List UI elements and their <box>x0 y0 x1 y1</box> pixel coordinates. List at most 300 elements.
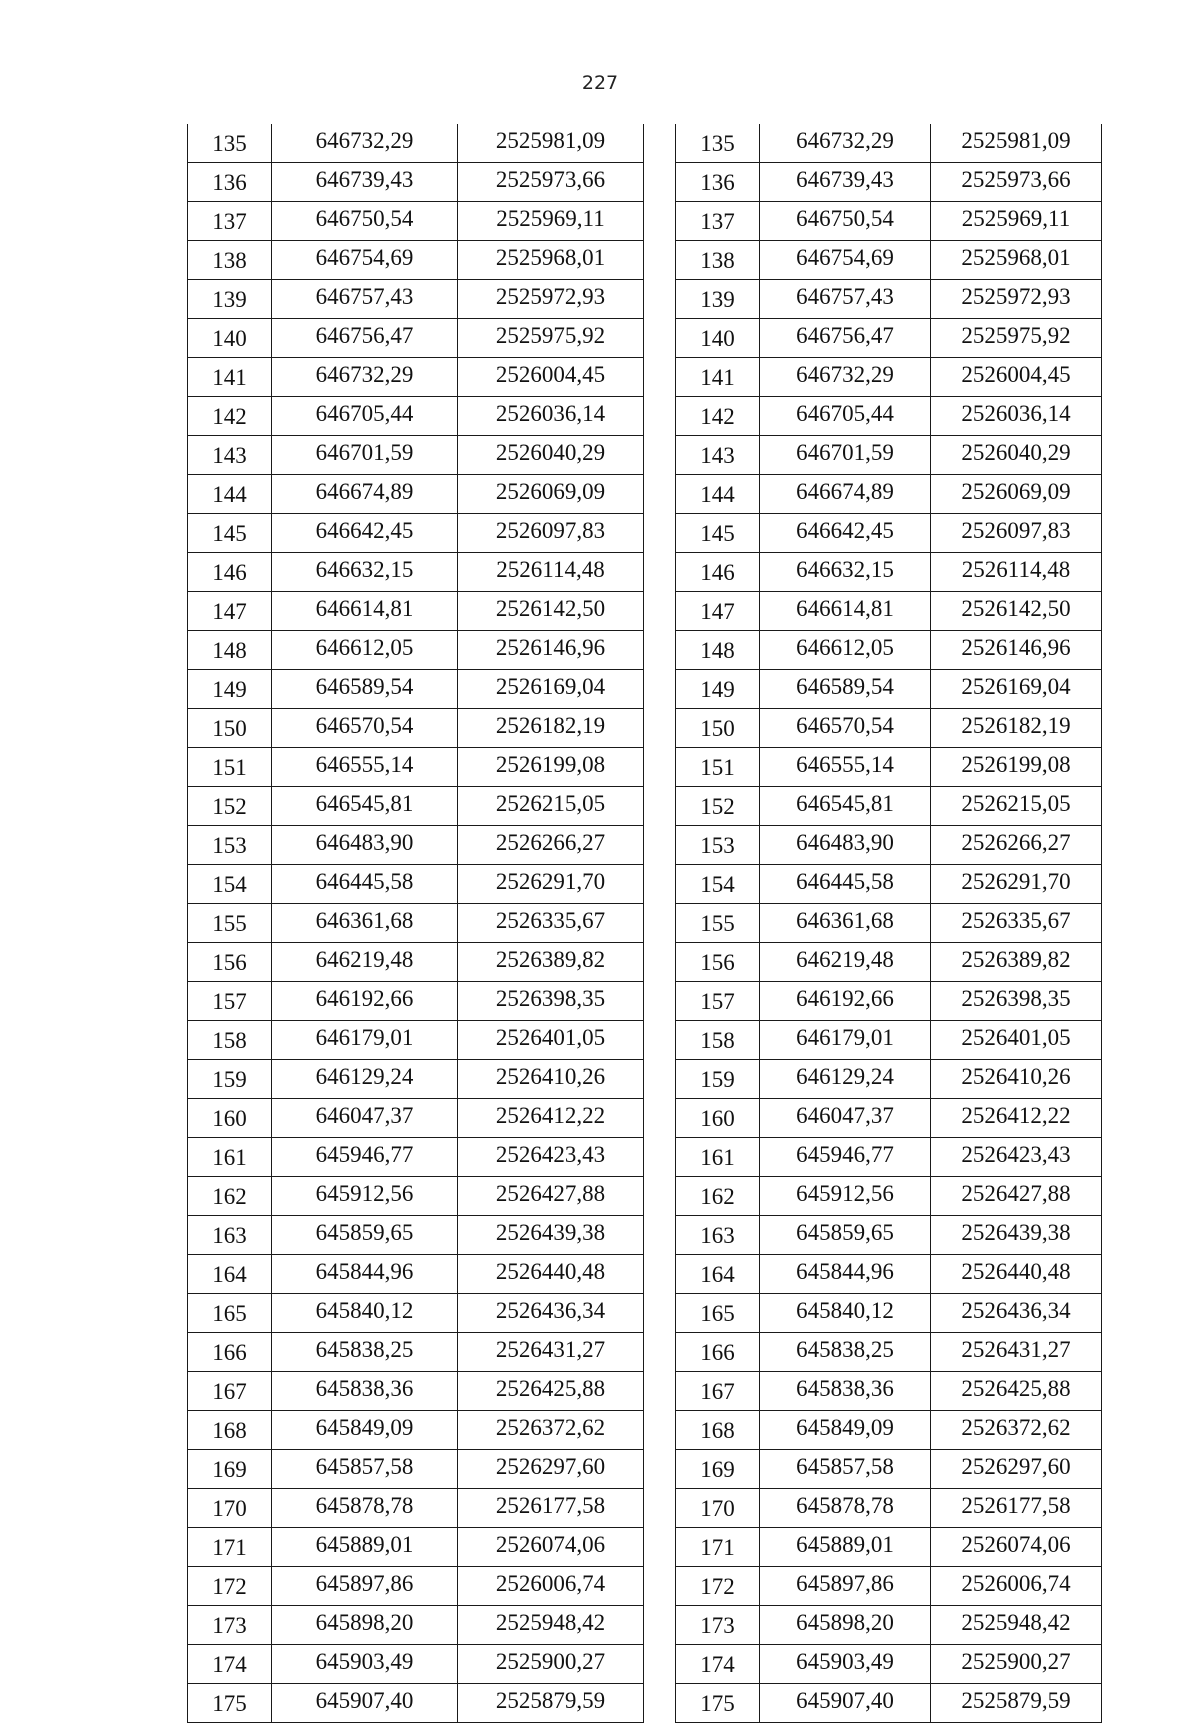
point-number-text: 169 <box>700 1457 735 1482</box>
x-coordinate-cell: 646732,29 <box>760 358 931 397</box>
point-number-text: 155 <box>700 911 735 936</box>
y-coordinate-cell: 2526389,82 <box>931 943 1102 982</box>
x-coordinate-cell: 646732,29 <box>272 358 458 397</box>
x-coordinate-cell: 646705,44 <box>760 397 931 436</box>
table-row <box>676 397 1102 436</box>
y-coordinate-cell: 2526199,08 <box>931 748 1102 787</box>
table-row <box>676 280 1102 319</box>
point-number-cell <box>188 592 272 631</box>
table-row <box>188 1099 644 1138</box>
point-number-text: 149 <box>212 677 247 702</box>
y-coordinate-cell: 2526401,05 <box>458 1021 644 1060</box>
y-coordinate-cell: 2526291,70 <box>931 865 1102 904</box>
table-row <box>188 1606 644 1645</box>
point-number-cell <box>188 865 272 904</box>
x-coordinate-cell: 646614,81 <box>760 592 931 631</box>
x-coordinate-cell: 645849,09 <box>272 1411 458 1450</box>
y-coordinate-cell: 2526036,14 <box>458 397 644 436</box>
page-number: 227 <box>581 72 619 94</box>
y-coordinate-cell: 2526266,27 <box>458 826 644 865</box>
y-coordinate-cell: 2525900,27 <box>931 1645 1102 1684</box>
point-number-cell <box>676 1099 760 1138</box>
point-number-cell <box>188 1450 272 1489</box>
point-number-cell <box>188 514 272 553</box>
table-row <box>676 1567 1102 1606</box>
x-coordinate-cell: 646732,29 <box>272 124 458 163</box>
y-coordinate-cell: 2526006,74 <box>931 1567 1102 1606</box>
x-coordinate-cell: 646701,59 <box>760 436 931 475</box>
table-row <box>188 631 644 670</box>
y-coordinate-cell: 2526142,50 <box>458 592 644 631</box>
table-row <box>188 1489 644 1528</box>
y-coordinate-cell: 2526215,05 <box>931 787 1102 826</box>
table-row <box>676 241 1102 280</box>
y-coordinate-cell: 2525973,66 <box>458 163 644 202</box>
table-row <box>676 1450 1102 1489</box>
x-coordinate-cell: 645889,01 <box>760 1528 931 1567</box>
y-coordinate-cell: 2525968,01 <box>931 241 1102 280</box>
table-row <box>676 1216 1102 1255</box>
table-row <box>188 1450 644 1489</box>
point-number-cell <box>676 514 760 553</box>
table-row <box>188 475 644 514</box>
y-coordinate-cell: 2526427,88 <box>931 1177 1102 1216</box>
point-number-cell <box>188 1294 272 1333</box>
point-number-text: 157 <box>212 989 247 1014</box>
point-number-text: 158 <box>700 1028 735 1053</box>
table-row <box>188 787 644 826</box>
point-number-cell <box>188 241 272 280</box>
coordinate-table-body <box>676 124 1102 1723</box>
point-number-text: 150 <box>212 716 247 741</box>
point-number-text: 159 <box>700 1067 735 1092</box>
table-row <box>676 592 1102 631</box>
point-number-cell <box>676 319 760 358</box>
x-coordinate-cell: 645840,12 <box>272 1294 458 1333</box>
point-number-text: 136 <box>212 170 247 195</box>
x-coordinate-cell: 646445,58 <box>272 865 458 904</box>
point-number-text: 158 <box>212 1028 247 1053</box>
point-number-text: 165 <box>212 1301 247 1326</box>
point-number-cell <box>676 397 760 436</box>
table-row <box>676 1177 1102 1216</box>
y-coordinate-cell: 2526425,88 <box>458 1372 644 1411</box>
point-number-text: 140 <box>700 326 735 351</box>
point-number-cell <box>188 202 272 241</box>
x-coordinate-cell: 646612,05 <box>760 631 931 670</box>
table-row <box>188 1372 644 1411</box>
y-coordinate-cell: 2526146,96 <box>458 631 644 670</box>
point-number-cell <box>188 982 272 1021</box>
table-row <box>676 826 1102 865</box>
y-coordinate-cell: 2526182,19 <box>931 709 1102 748</box>
point-number-text: 171 <box>212 1535 247 1560</box>
table-row <box>676 319 1102 358</box>
point-number-text: 136 <box>700 170 735 195</box>
point-number-cell <box>676 904 760 943</box>
point-number-cell <box>676 202 760 241</box>
y-coordinate-cell: 2526182,19 <box>458 709 644 748</box>
point-number-cell <box>188 124 272 163</box>
point-number-cell <box>676 670 760 709</box>
point-number-cell <box>676 1333 760 1372</box>
x-coordinate-cell: 645838,36 <box>272 1372 458 1411</box>
x-coordinate-cell: 645898,20 <box>760 1606 931 1645</box>
y-coordinate-cell: 2526266,27 <box>931 826 1102 865</box>
table-row <box>676 982 1102 1021</box>
point-number-text: 163 <box>212 1223 247 1248</box>
table-row <box>188 241 644 280</box>
point-number-cell <box>188 709 272 748</box>
point-number-text: 162 <box>700 1184 735 1209</box>
point-number-text: 141 <box>700 365 735 390</box>
y-coordinate-cell: 2526389,82 <box>458 943 644 982</box>
point-number-text: 170 <box>700 1496 735 1521</box>
point-number-text: 167 <box>212 1379 247 1404</box>
point-number-cell <box>188 1099 272 1138</box>
x-coordinate-cell: 646756,47 <box>272 319 458 358</box>
y-coordinate-cell: 2525948,42 <box>458 1606 644 1645</box>
y-coordinate-cell: 2526412,22 <box>458 1099 644 1138</box>
table-row <box>676 943 1102 982</box>
x-coordinate-cell: 646589,54 <box>760 670 931 709</box>
point-number-text: 140 <box>212 326 247 351</box>
y-coordinate-cell: 2526401,05 <box>931 1021 1102 1060</box>
point-number-cell <box>188 943 272 982</box>
y-coordinate-cell: 2526215,05 <box>458 787 644 826</box>
point-number-text: 174 <box>700 1652 735 1677</box>
y-coordinate-cell: 2526297,60 <box>458 1450 644 1489</box>
point-number-cell <box>676 1060 760 1099</box>
y-coordinate-cell: 2525900,27 <box>458 1645 644 1684</box>
point-number-cell <box>188 319 272 358</box>
table-row <box>188 1255 644 1294</box>
table-row <box>188 436 644 475</box>
table-row <box>188 1411 644 1450</box>
table-row <box>188 943 644 982</box>
x-coordinate-cell: 645897,86 <box>760 1567 931 1606</box>
x-coordinate-cell: 646192,66 <box>272 982 458 1021</box>
x-coordinate-cell: 646219,48 <box>760 943 931 982</box>
x-coordinate-cell: 646179,01 <box>272 1021 458 1060</box>
y-coordinate-cell: 2525969,11 <box>458 202 644 241</box>
point-number-cell <box>188 1684 272 1723</box>
point-number-cell <box>188 280 272 319</box>
y-coordinate-cell: 2525981,09 <box>458 124 644 163</box>
y-coordinate-cell: 2526074,06 <box>931 1528 1102 1567</box>
table-row <box>676 1645 1102 1684</box>
table-row <box>188 1138 644 1177</box>
point-number-cell <box>188 358 272 397</box>
point-number-text: 166 <box>700 1340 735 1365</box>
point-number-text: 161 <box>700 1145 735 1170</box>
point-number-cell <box>676 592 760 631</box>
x-coordinate-cell: 646445,58 <box>760 865 931 904</box>
y-coordinate-cell: 2526006,74 <box>458 1567 644 1606</box>
x-coordinate-cell: 645903,49 <box>760 1645 931 1684</box>
x-coordinate-cell: 645857,58 <box>272 1450 458 1489</box>
x-coordinate-cell: 646701,59 <box>272 436 458 475</box>
point-number-text: 146 <box>212 560 247 585</box>
y-coordinate-cell: 2526431,27 <box>931 1333 1102 1372</box>
point-number-text: 172 <box>700 1574 735 1599</box>
table-row <box>188 553 644 592</box>
x-coordinate-cell: 645946,77 <box>760 1138 931 1177</box>
point-number-text: 135 <box>700 131 735 156</box>
point-number-cell <box>676 1411 760 1450</box>
table-row <box>188 358 644 397</box>
y-coordinate-cell: 2526440,48 <box>458 1255 644 1294</box>
point-number-cell <box>676 124 760 163</box>
point-number-text: 142 <box>700 404 735 429</box>
y-coordinate-cell: 2526004,45 <box>931 358 1102 397</box>
point-number-text: 172 <box>212 1574 247 1599</box>
y-coordinate-cell: 2526423,43 <box>931 1138 1102 1177</box>
point-number-cell <box>188 1138 272 1177</box>
y-coordinate-cell: 2526097,83 <box>458 514 644 553</box>
point-number-cell <box>676 982 760 1021</box>
x-coordinate-cell: 646555,14 <box>760 748 931 787</box>
point-number-cell <box>188 904 272 943</box>
point-number-text: 154 <box>212 872 247 897</box>
table-row <box>676 1255 1102 1294</box>
x-coordinate-cell: 646705,44 <box>272 397 458 436</box>
table-row <box>676 1684 1102 1723</box>
y-coordinate-cell: 2526427,88 <box>458 1177 644 1216</box>
x-coordinate-cell: 645903,49 <box>272 1645 458 1684</box>
x-coordinate-cell: 646754,69 <box>272 241 458 280</box>
point-number-text: 141 <box>212 365 247 390</box>
table-row <box>676 865 1102 904</box>
point-number-cell <box>676 475 760 514</box>
point-number-cell <box>676 709 760 748</box>
y-coordinate-cell: 2526335,67 <box>931 904 1102 943</box>
point-number-cell <box>188 1567 272 1606</box>
point-number-text: 174 <box>212 1652 247 1677</box>
x-coordinate-cell: 645898,20 <box>272 1606 458 1645</box>
x-coordinate-cell: 646732,29 <box>760 124 931 163</box>
point-number-cell <box>188 1021 272 1060</box>
y-coordinate-cell: 2526114,48 <box>931 553 1102 592</box>
point-number-cell <box>188 787 272 826</box>
x-coordinate-cell: 646674,89 <box>272 475 458 514</box>
x-coordinate-cell: 646674,89 <box>760 475 931 514</box>
point-number-text: 153 <box>212 833 247 858</box>
point-number-text: 143 <box>212 443 247 468</box>
table-row <box>676 553 1102 592</box>
point-number-cell <box>188 1216 272 1255</box>
point-number-cell <box>676 1489 760 1528</box>
y-coordinate-cell: 2526410,26 <box>458 1060 644 1099</box>
point-number-text: 168 <box>212 1418 247 1443</box>
point-number-text: 151 <box>212 755 247 780</box>
point-number-cell <box>676 1294 760 1333</box>
table-row <box>188 514 644 553</box>
point-number-text: 151 <box>700 755 735 780</box>
y-coordinate-cell: 2526069,09 <box>931 475 1102 514</box>
x-coordinate-cell: 646750,54 <box>272 202 458 241</box>
point-number-cell <box>188 397 272 436</box>
y-coordinate-cell: 2526398,35 <box>931 982 1102 1021</box>
y-coordinate-cell: 2526097,83 <box>931 514 1102 553</box>
point-number-cell <box>188 1411 272 1450</box>
point-number-text: 169 <box>212 1457 247 1482</box>
table-row <box>676 124 1102 163</box>
point-number-text: 148 <box>212 638 247 663</box>
x-coordinate-cell: 646545,81 <box>760 787 931 826</box>
point-number-cell <box>676 553 760 592</box>
x-coordinate-cell: 646632,15 <box>760 553 931 592</box>
x-coordinate-cell: 645889,01 <box>272 1528 458 1567</box>
point-number-text: 166 <box>212 1340 247 1365</box>
x-coordinate-cell: 646545,81 <box>272 787 458 826</box>
y-coordinate-cell: 2525981,09 <box>931 124 1102 163</box>
y-coordinate-cell: 2526439,38 <box>931 1216 1102 1255</box>
table-row <box>188 709 644 748</box>
x-coordinate-cell: 645859,65 <box>272 1216 458 1255</box>
point-number-cell <box>676 1450 760 1489</box>
x-coordinate-cell: 645838,25 <box>272 1333 458 1372</box>
point-number-text: 173 <box>212 1613 247 1638</box>
x-coordinate-cell: 646483,90 <box>760 826 931 865</box>
x-coordinate-cell: 645844,96 <box>760 1255 931 1294</box>
point-number-text: 164 <box>212 1262 247 1287</box>
x-coordinate-cell: 646589,54 <box>272 670 458 709</box>
y-coordinate-cell: 2526169,04 <box>458 670 644 709</box>
point-number-cell <box>676 1177 760 1216</box>
point-number-text: 171 <box>700 1535 735 1560</box>
point-number-cell <box>188 1645 272 1684</box>
y-coordinate-cell: 2526040,29 <box>458 436 644 475</box>
table-row <box>188 670 644 709</box>
x-coordinate-cell: 646361,68 <box>272 904 458 943</box>
table-row <box>676 1411 1102 1450</box>
point-number-cell <box>676 865 760 904</box>
y-coordinate-cell: 2526431,27 <box>458 1333 644 1372</box>
y-coordinate-cell: 2526142,50 <box>931 592 1102 631</box>
y-coordinate-cell: 2526372,62 <box>458 1411 644 1450</box>
point-number-cell <box>676 826 760 865</box>
y-coordinate-cell: 2525972,93 <box>458 280 644 319</box>
y-coordinate-cell: 2525879,59 <box>931 1684 1102 1723</box>
y-coordinate-cell: 2525879,59 <box>458 1684 644 1723</box>
table-row <box>676 1333 1102 1372</box>
table-row <box>188 163 644 202</box>
y-coordinate-cell: 2526146,96 <box>931 631 1102 670</box>
point-number-cell <box>676 787 760 826</box>
x-coordinate-cell: 646219,48 <box>272 943 458 982</box>
point-number-text: 139 <box>212 287 247 312</box>
table-row <box>188 1645 644 1684</box>
coordinate-table-left <box>187 124 644 1723</box>
y-coordinate-cell: 2525975,92 <box>931 319 1102 358</box>
table-row <box>676 1606 1102 1645</box>
x-coordinate-cell: 645844,96 <box>272 1255 458 1294</box>
point-number-cell <box>676 748 760 787</box>
x-coordinate-cell: 646570,54 <box>760 709 931 748</box>
point-number-text: 152 <box>700 794 735 819</box>
point-number-cell <box>188 1372 272 1411</box>
x-coordinate-cell: 646750,54 <box>760 202 931 241</box>
table-row <box>188 202 644 241</box>
x-coordinate-cell: 646756,47 <box>760 319 931 358</box>
table-row <box>188 904 644 943</box>
y-coordinate-cell: 2526291,70 <box>458 865 644 904</box>
point-number-cell <box>188 475 272 514</box>
y-coordinate-cell: 2526410,26 <box>931 1060 1102 1099</box>
table-row <box>188 1567 644 1606</box>
table-row <box>188 1060 644 1099</box>
point-number-cell <box>188 1060 272 1099</box>
table-row <box>676 1021 1102 1060</box>
table-row <box>188 1177 644 1216</box>
x-coordinate-cell: 646047,37 <box>272 1099 458 1138</box>
table-row <box>188 397 644 436</box>
y-coordinate-cell: 2526199,08 <box>458 748 644 787</box>
x-coordinate-cell: 646614,81 <box>272 592 458 631</box>
table-row <box>188 1294 644 1333</box>
point-number-cell <box>676 1216 760 1255</box>
table-row <box>188 826 644 865</box>
y-coordinate-cell: 2525973,66 <box>931 163 1102 202</box>
table-row <box>188 1021 644 1060</box>
x-coordinate-cell: 645912,56 <box>272 1177 458 1216</box>
point-number-text: 143 <box>700 443 735 468</box>
point-number-text: 142 <box>212 404 247 429</box>
table-row <box>188 1528 644 1567</box>
x-coordinate-cell: 646642,45 <box>272 514 458 553</box>
y-coordinate-cell: 2526436,34 <box>458 1294 644 1333</box>
table-row <box>188 982 644 1021</box>
point-number-text: 165 <box>700 1301 735 1326</box>
y-coordinate-cell: 2526114,48 <box>458 553 644 592</box>
y-coordinate-cell: 2526069,09 <box>458 475 644 514</box>
point-number-cell <box>676 241 760 280</box>
point-number-cell <box>676 1372 760 1411</box>
table-row <box>676 787 1102 826</box>
point-number-text: 135 <box>212 131 247 156</box>
table-row <box>676 1528 1102 1567</box>
x-coordinate-cell: 646642,45 <box>760 514 931 553</box>
y-coordinate-cell: 2526440,48 <box>931 1255 1102 1294</box>
y-coordinate-cell: 2526004,45 <box>458 358 644 397</box>
table-row <box>676 1489 1102 1528</box>
point-number-text: 138 <box>700 248 735 273</box>
point-number-text: 155 <box>212 911 247 936</box>
x-coordinate-cell: 645840,12 <box>760 1294 931 1333</box>
point-number-cell <box>676 1138 760 1177</box>
table-row <box>676 1099 1102 1138</box>
point-number-text: 139 <box>700 287 735 312</box>
table-row <box>676 1060 1102 1099</box>
x-coordinate-cell: 646361,68 <box>760 904 931 943</box>
point-number-text: 161 <box>212 1145 247 1170</box>
y-coordinate-cell: 2526423,43 <box>458 1138 644 1177</box>
y-coordinate-cell: 2525969,11 <box>931 202 1102 241</box>
point-number-text: 152 <box>212 794 247 819</box>
point-number-cell <box>676 1528 760 1567</box>
point-number-text: 138 <box>212 248 247 273</box>
table-row <box>188 280 644 319</box>
y-coordinate-cell: 2526412,22 <box>931 1099 1102 1138</box>
point-number-cell <box>676 358 760 397</box>
x-coordinate-cell: 645859,65 <box>760 1216 931 1255</box>
y-coordinate-cell: 2526169,04 <box>931 670 1102 709</box>
x-coordinate-cell: 646129,24 <box>272 1060 458 1099</box>
point-number-text: 146 <box>700 560 735 585</box>
point-number-text: 175 <box>700 1691 735 1716</box>
point-number-text: 144 <box>212 482 247 507</box>
